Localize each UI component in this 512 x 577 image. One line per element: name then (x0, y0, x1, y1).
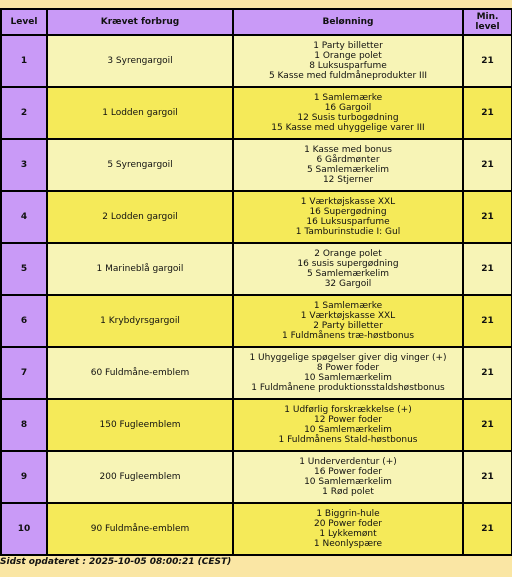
table-row (1, 347, 512, 399)
reward-item: 5 Kasse med fuldmåneprodukter III (268, 71, 428, 81)
reward-cell (233, 243, 463, 295)
table-row (1, 191, 512, 243)
reward-item: 1 Værktøjskasse XXL (300, 311, 396, 321)
min-level-cell: 21 (463, 243, 512, 295)
reward-item: 8 Power foder (316, 363, 380, 373)
reward-item: 1 Fuldmånene produktionsstaldshøstbonus (251, 383, 445, 393)
reward-cell (233, 139, 463, 191)
reward-item: 1 Udførlig forskrækkelse (+) (284, 405, 412, 415)
reward-item: 1 Neonlyspære (313, 539, 383, 549)
required-cell: 2 Lodden gargoil (47, 191, 233, 243)
reward-item: 16 Gargoil (324, 103, 372, 113)
table-row (1, 139, 512, 191)
level-cell: 8 (1, 399, 47, 451)
required-cell: 1 Lodden gargoil (47, 87, 233, 139)
min-level-cell: 21 (463, 87, 512, 139)
reward-item: 1 Rød polet (322, 487, 374, 497)
level-cell: 2 (1, 87, 47, 139)
reward-cell (233, 87, 463, 139)
table-row (1, 87, 512, 139)
reward-item: 1 Underverdentur (+) (299, 457, 397, 467)
header-reward: Belønning (233, 9, 463, 35)
reward-item: 10 Samlemærkelim (304, 373, 392, 383)
required-cell: 60 Fuldmåne-emblem (47, 347, 233, 399)
min-level-cell: 21 (463, 35, 512, 87)
level-cell: 9 (1, 451, 47, 503)
level-cell: 10 (1, 503, 47, 555)
table-row (1, 243, 512, 295)
reward-item: 2 Orange polet (314, 249, 382, 259)
table-row (1, 399, 512, 451)
reward-item: 1 Biggrin-hule (316, 509, 380, 519)
reward-cell (233, 35, 463, 87)
reward-item: 1 Værktøjskasse XXL (300, 197, 396, 207)
table-row (1, 295, 512, 347)
level-cell: 7 (1, 347, 47, 399)
min-level-cell: 21 (463, 139, 512, 191)
min-level-cell: 21 (463, 347, 512, 399)
reward-item: 20 Power foder (313, 519, 382, 529)
min-level-cell: 21 (463, 399, 512, 451)
required-cell: 150 Fugleemblem (47, 399, 233, 451)
reward-item: 1 Party billetter (313, 41, 383, 51)
reward-item: 12 Stjerner (322, 175, 374, 185)
reward-cell (233, 451, 463, 503)
reward-item: 8 Luksusparfume (309, 61, 387, 71)
reward-item: 1 Orange polet (314, 51, 382, 61)
reward-item: 10 Samlemærkelim (304, 425, 392, 435)
min-level-cell: 21 (463, 191, 512, 243)
table-row (1, 503, 512, 555)
last-updated: Sidst opdateret : 2025-10-05 08:00:21 (CEST) (0, 557, 232, 567)
table-row (1, 451, 512, 503)
level-cell: 4 (1, 191, 47, 243)
reward-item: 1 Fuldmånens Stald-høstbonus (278, 435, 418, 445)
reward-item: 1 Uhyggelige spøgelser giver dig vinger (+) (249, 353, 447, 363)
reward-item: 1 Kasse med bonus (304, 145, 392, 155)
reward-item: 1 Fuldmånens træ-høstbonus (281, 331, 415, 341)
min-level-cell: 21 (463, 503, 512, 555)
reward-item: 15 Kasse med uhyggelige varer III (271, 123, 425, 133)
required-cell: 90 Fuldmåne-emblem (47, 503, 233, 555)
reward-item: 2 Party billetter (313, 321, 383, 331)
levels-table (0, 8, 512, 556)
required-cell: 1 Marineblå gargoil (47, 243, 233, 295)
header-min-level: Min. level (463, 9, 512, 35)
reward-item: 5 Samlemærkelim (306, 269, 390, 279)
reward-item: 1 Samlemærke (313, 93, 383, 103)
reward-cell (233, 399, 463, 451)
reward-item: 1 Samlemærke (313, 301, 383, 311)
table-row (1, 35, 512, 87)
level-cell: 1 (1, 35, 47, 87)
header-level: Level (1, 9, 47, 35)
required-cell: 1 Krybdyrsgargoil (47, 295, 233, 347)
level-cell: 5 (1, 243, 47, 295)
reward-cell (233, 347, 463, 399)
reward-cell (233, 503, 463, 555)
required-cell: 5 Syrengargoil (47, 139, 233, 191)
reward-item: 6 Gårdmønter (316, 155, 380, 165)
reward-cell (233, 295, 463, 347)
level-cell: 3 (1, 139, 47, 191)
reward-item: 5 Samlemærkelim (306, 165, 390, 175)
min-level-cell: 21 (463, 295, 512, 347)
required-cell: 200 Fugleemblem (47, 451, 233, 503)
required-cell: 3 Syrengargoil (47, 35, 233, 87)
reward-item: 16 Supergødning (309, 207, 387, 217)
reward-item: 12 Power foder (313, 415, 382, 425)
level-cell: 6 (1, 295, 47, 347)
reward-item: 1 Tamburinstudie I: Gul (295, 227, 401, 237)
levels-table-body (1, 35, 512, 555)
min-level-cell: 21 (463, 451, 512, 503)
reward-item: 12 Susis turbogødning (297, 113, 399, 123)
reward-item: 1 Lykkemønt (319, 529, 377, 539)
reward-item: 16 susis supergødning (297, 259, 399, 269)
reward-item: 16 Luksusparfume (306, 217, 390, 227)
reward-item: 32 Gargoil (324, 279, 372, 289)
header-required: Krævet forbrug (47, 9, 233, 35)
reward-cell (233, 191, 463, 243)
reward-item: 16 Power foder (313, 467, 382, 477)
reward-item: 10 Samlemærkelim (304, 477, 392, 487)
